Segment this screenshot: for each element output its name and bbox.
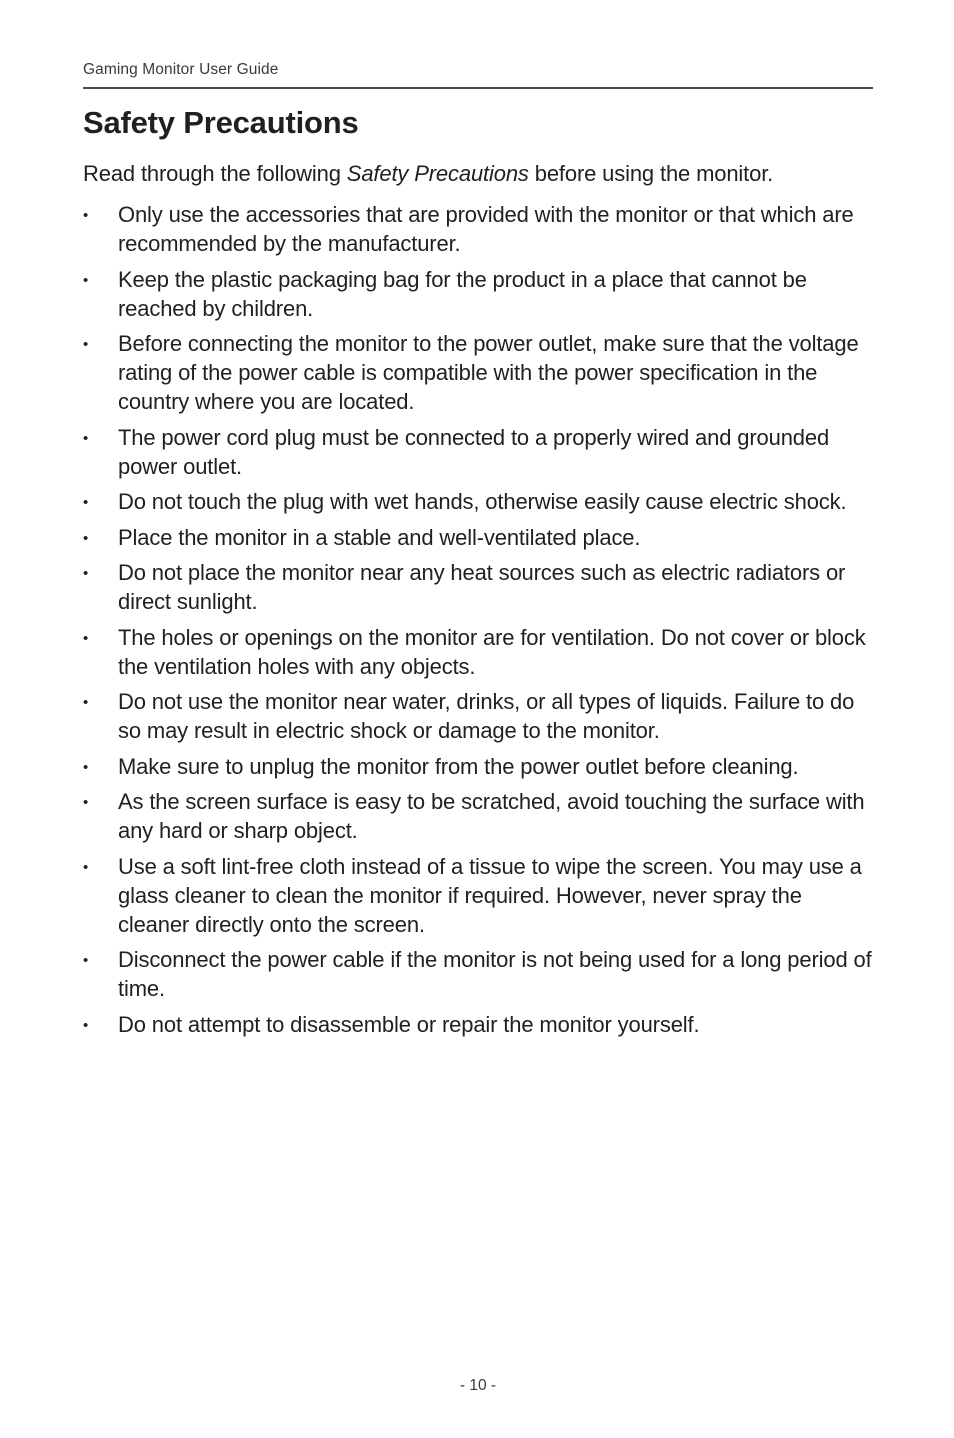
bullet-icon: • xyxy=(83,758,89,776)
list-item-text: Make sure to unplug the monitor from the power outlet before cleaning. xyxy=(118,753,799,779)
list-item-text: Do not place the monitor near any heat sources such as electric radiators or direct sunlight. xyxy=(118,560,846,614)
intro-paragraph xyxy=(83,159,883,188)
bullet-icon: • xyxy=(83,952,89,969)
bullet-icon: • xyxy=(83,529,89,547)
list-item xyxy=(83,558,873,616)
bullet-icon: • xyxy=(83,207,89,224)
list-item-text: Disconnect the power cable if the monitor is not being used for a long period of time. xyxy=(118,947,872,1001)
bullet-icon: • xyxy=(83,629,89,647)
list-item xyxy=(83,945,873,1003)
intro-text-before: Read through the following xyxy=(83,161,347,186)
list-item-text: Do not attempt to disassemble or repair the monitor yourself. xyxy=(118,1011,700,1037)
page-number: - 10 - xyxy=(459,1377,497,1394)
list-item xyxy=(83,787,873,845)
document-page xyxy=(83,0,873,1438)
list-item xyxy=(83,329,873,416)
intro-text-after: before using the monitor. xyxy=(528,161,774,186)
bullet-icon: • xyxy=(83,794,89,811)
bullet-icon: • xyxy=(83,565,89,582)
bullet-icon: • xyxy=(83,1016,89,1034)
bullet-icon: • xyxy=(83,694,89,711)
list-item-text: The holes or openings on the monitor are for ventilation. Do not cover or block the ventilation holes with any objects. xyxy=(118,624,866,679)
list-item xyxy=(83,200,873,258)
list-item xyxy=(83,852,873,939)
section-title: Safety Precautions xyxy=(83,105,359,140)
list-item xyxy=(83,523,873,552)
list-item xyxy=(83,487,873,516)
running-header: Gaming Monitor User Guide xyxy=(83,61,279,78)
list-item-text: Only use the accessories that are provided with the monitor or that which are recommended by the manufacturer. xyxy=(118,202,854,256)
list-item xyxy=(83,423,873,481)
header-divider xyxy=(83,87,873,89)
list-item-text: Before connecting the monitor to the power outlet, make sure that the voltage rating of the power cable is compatible with the power specification in the country where you are located. xyxy=(118,331,859,414)
list-item-text: The power cord plug must be connected to a properly wired and grounded power outlet. xyxy=(118,424,830,479)
list-item xyxy=(83,687,873,745)
bullet-icon: • xyxy=(83,271,89,289)
safety-precautions-list xyxy=(83,200,873,1045)
bullet-icon: • xyxy=(83,494,89,511)
bullet-icon: • xyxy=(83,858,89,876)
list-item xyxy=(83,752,873,781)
bullet-icon: • xyxy=(83,429,89,447)
list-item-text: Keep the plastic packaging bag for the product in a place that cannot be reached by children. xyxy=(118,266,807,321)
bullet-icon: • xyxy=(83,336,89,353)
list-item-text: Place the monitor in a stable and well-ventilated place. xyxy=(118,524,641,550)
list-item-text: Use a soft lint-free cloth instead of a tissue to wipe the screen. You may use a glass cleaner to clean the monitor if required. However, never spray the cleaner directly onto the screen. xyxy=(118,853,862,937)
list-item xyxy=(83,1010,873,1039)
intro-emphasis: Safety Precautions xyxy=(346,161,529,186)
list-item-text: Do not use the monitor near water, drinks, or all types of liquids. Failure to do so may result in electric shock or damage to the monitor. xyxy=(118,689,855,743)
list-item xyxy=(83,623,873,681)
list-item-text: Do not touch the plug with wet hands, otherwise easily cause electric shock. xyxy=(118,489,847,514)
list-item-text: As the screen surface is easy to be scratched, avoid touching the surface with any hard or sharp object. xyxy=(118,789,865,843)
list-item xyxy=(83,265,873,323)
